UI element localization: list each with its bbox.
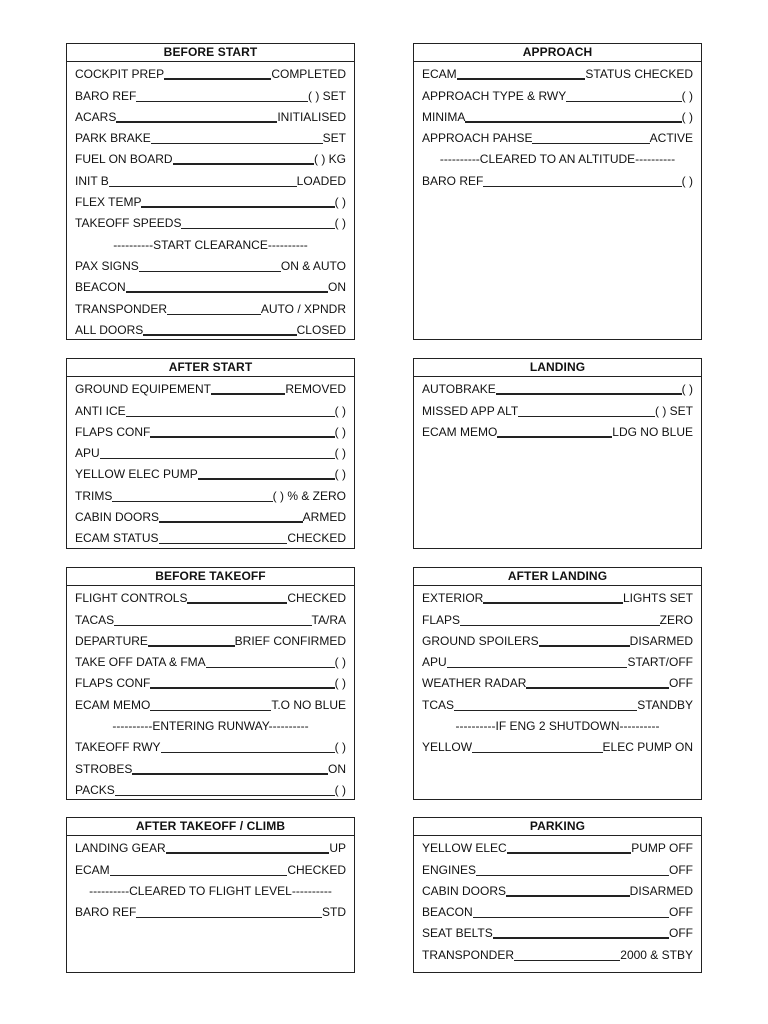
leader-line: [139, 271, 281, 272]
item-label: BEACON: [422, 905, 473, 920]
item-label: FUEL ON BOARD: [75, 152, 173, 167]
leader-line: [148, 645, 235, 647]
item-label: TAKEOFF SPEEDS: [75, 216, 182, 231]
item-value: ( ): [681, 382, 693, 397]
item-value: ON & AUTO: [280, 258, 346, 273]
item-value: ( ) % & ZERO: [272, 488, 346, 503]
item-label: ALL DOORS: [75, 322, 144, 337]
leader-line: [493, 937, 669, 939]
item-label: FLAPS CONF: [75, 676, 151, 691]
leader-line: [465, 121, 681, 123]
checklist-rows: [67, 377, 354, 548]
item-label: BEACON: [75, 280, 126, 295]
leader-line: [496, 393, 682, 395]
item-label: COCKPIT PREP: [75, 67, 165, 82]
item-value: STATUS CHECKED: [585, 67, 693, 82]
leader-line: [518, 416, 655, 417]
checklist-item: [75, 421, 346, 442]
item-label: FLEX TEMP: [75, 195, 142, 210]
leader-line: [159, 521, 303, 523]
item-value: ZERO: [659, 612, 693, 627]
checklist-item: [75, 608, 346, 629]
item-value: ( ): [334, 467, 346, 482]
item-label: MISSED APP ALT: [422, 403, 519, 418]
leader-line: [164, 78, 271, 80]
item-value: ( ): [334, 195, 346, 210]
leader-line: [532, 143, 649, 144]
checklist-rows: [414, 836, 701, 965]
item-value: CHECKED: [287, 591, 346, 606]
leader-line: [566, 101, 681, 102]
item-value: BRIEF CONFIRMED: [234, 633, 346, 648]
item-value: ( ): [334, 782, 346, 797]
leader-line: [211, 393, 285, 395]
item-label: CABIN DOORS: [75, 510, 160, 525]
checklist-item: [75, 319, 346, 340]
item-label: ECAM MEMO: [75, 697, 151, 712]
checklist-item: [422, 736, 693, 757]
checklist-item: [75, 651, 346, 672]
leader-line: [457, 78, 586, 80]
leader-line: [151, 143, 323, 144]
item-label: PACKS: [75, 782, 115, 797]
section-separator: [75, 233, 346, 254]
item-label: YELLOW ELEC PUMP: [75, 467, 198, 482]
checklist-item: [75, 693, 346, 714]
parking-card: [413, 817, 702, 973]
item-value: SET: [322, 131, 346, 146]
item-label: INIT B: [75, 173, 109, 188]
leader-line: [181, 228, 334, 229]
separator-text: ----------ENTERING RUNWAY----------: [112, 719, 309, 734]
checklist-rows: [414, 586, 701, 757]
section-separator: [422, 715, 693, 736]
before-start-card: [66, 43, 355, 340]
item-value: OFF: [669, 676, 693, 691]
leader-line: [506, 895, 630, 897]
checklist-item: [422, 399, 693, 420]
item-value: ( ): [334, 216, 346, 231]
checklist-item: [75, 463, 346, 484]
separator-text: ----------IF ENG 2 SHUTDOWN----------: [455, 719, 660, 734]
item-label: TRIMS: [75, 488, 113, 503]
item-label: ECAM: [422, 67, 457, 82]
leader-line: [143, 334, 296, 336]
leader-line: [447, 667, 628, 668]
item-value: LIGHTS SET: [622, 591, 693, 606]
item-value: ARMED: [302, 510, 346, 525]
checklist-item: [75, 106, 346, 127]
item-value: ( ) SET: [308, 88, 346, 103]
leader-line: [109, 186, 297, 187]
before-takeoff-card: [66, 567, 355, 800]
item-label: WEATHER RADAR: [422, 676, 527, 691]
checklist-item: [75, 858, 346, 879]
checklist-item: [75, 378, 346, 399]
item-label: TAKEOFF RWY: [75, 740, 161, 755]
checklist-item: [75, 672, 346, 693]
item-value: ELEC PUMP ON: [602, 740, 693, 755]
item-value: ( ): [334, 740, 346, 755]
item-value: DISARMED: [629, 883, 693, 898]
item-label: ECAM MEMO: [422, 424, 498, 439]
leader-line: [150, 710, 271, 711]
checklist-item: [422, 169, 693, 190]
checklist-item: [422, 421, 693, 442]
item-value: LDG NO BLUE: [612, 424, 693, 439]
leader-line: [100, 458, 335, 459]
item-label: GROUND EQUIPEMENT: [75, 382, 212, 397]
landing-card: [413, 358, 702, 549]
item-label: APU: [75, 446, 100, 461]
item-value: STANDBY: [637, 697, 693, 712]
approach-card: [413, 43, 702, 340]
leader-line: [136, 917, 322, 918]
checklist-item: [422, 608, 693, 629]
item-value: START/OFF: [627, 655, 693, 670]
item-value: 2000 & STBY: [620, 947, 693, 962]
separator-text: ----------CLEARED TO AN ALTITUDE----------: [439, 152, 676, 167]
item-value: REMOVED: [285, 382, 346, 397]
item-value: TA/RA: [311, 612, 346, 627]
item-label: DEPARTURE: [75, 633, 148, 648]
checklist-item: [422, 880, 693, 901]
item-value: CHECKED: [287, 531, 346, 546]
item-value: ( ) KG: [314, 152, 346, 167]
checklist-item: [75, 901, 346, 922]
item-value: ( ): [334, 424, 346, 439]
card-title: LANDING: [414, 359, 701, 377]
item-label: AUTOBRAKE: [422, 382, 496, 397]
checklist-item: [422, 858, 693, 879]
item-value: ( ): [334, 676, 346, 691]
checklist-item: [422, 378, 693, 399]
item-value: ( ): [334, 655, 346, 670]
item-label: PARK BRAKE: [75, 131, 151, 146]
leader-line: [150, 687, 334, 689]
card-title: AFTER START: [67, 359, 354, 377]
checklist-item: [422, 106, 693, 127]
checklist-rows: [414, 377, 701, 442]
leader-line: [476, 875, 669, 876]
item-value: ( ): [681, 88, 693, 103]
item-label: FLAPS: [422, 612, 461, 627]
item-value: LOADED: [296, 173, 346, 188]
item-value: ON: [328, 761, 346, 776]
card-title: BEFORE TAKEOFF: [67, 568, 354, 586]
item-value: ( ): [681, 109, 693, 124]
item-label: EXTERIOR: [422, 591, 484, 606]
leader-line: [126, 416, 335, 417]
leader-line: [159, 543, 288, 544]
item-value: ON: [328, 280, 346, 295]
item-value: ( ): [334, 403, 346, 418]
leader-line: [539, 645, 630, 647]
checklist-item: [75, 506, 346, 527]
leader-line: [472, 752, 603, 753]
item-value: OFF: [669, 926, 693, 941]
item-label: STROBES: [75, 761, 133, 776]
leader-line: [126, 291, 328, 293]
leader-line: [150, 436, 334, 438]
item-value: AUTO / XPNDR: [260, 301, 346, 316]
checklist-item: [422, 651, 693, 672]
item-label: BARO REF: [75, 905, 137, 920]
checklist-item: [422, 84, 693, 105]
item-value: T.O NO BLUE: [271, 697, 346, 712]
separator-text: ----------START CLEARANCE----------: [113, 237, 308, 252]
item-label: BARO REF: [422, 173, 484, 188]
item-value: ( ): [334, 446, 346, 461]
leader-line: [114, 625, 311, 626]
item-value: CHECKED: [287, 862, 346, 877]
item-label: ECAM STATUS: [75, 531, 159, 546]
leader-line: [507, 852, 632, 854]
item-label: TACAS: [75, 612, 115, 627]
leader-line: [141, 206, 334, 208]
item-value: CLOSED: [296, 322, 346, 337]
separator-text: ----------CLEARED TO FLIGHT LEVEL----------: [89, 883, 332, 898]
checklist-item: [75, 399, 346, 420]
checklist-item: [75, 442, 346, 463]
leader-line: [497, 436, 612, 438]
leader-line: [454, 710, 637, 711]
after-start-card: [66, 358, 355, 549]
card-title: BEFORE START: [67, 44, 354, 62]
checklist-item: [75, 757, 346, 778]
item-label: YELLOW ELEC: [422, 841, 507, 856]
card-title: APPROACH: [414, 44, 701, 62]
item-label: ACARS: [75, 109, 117, 124]
checklist-rows: [67, 836, 354, 922]
card-title: AFTER TAKEOFF / CLIMB: [67, 818, 354, 836]
item-label: TAKE OFF DATA & FMA: [75, 655, 206, 670]
checklist-item: [422, 922, 693, 943]
item-label: BARO REF: [75, 88, 137, 103]
checklist-item: [75, 837, 346, 858]
checklist-item: [75, 484, 346, 505]
item-value: STD: [322, 905, 346, 920]
item-label: TRANSPONDER: [75, 301, 168, 316]
checklist-item: [75, 212, 346, 233]
leader-line: [132, 773, 328, 775]
section-separator: [75, 880, 346, 901]
checklist-item: [422, 837, 693, 858]
checklist-item: [75, 297, 346, 318]
leader-line: [187, 602, 287, 604]
leader-line: [115, 795, 335, 796]
checklist-item: [75, 630, 346, 651]
checklist-item: [75, 127, 346, 148]
item-value: COMPLETED: [271, 67, 346, 82]
section-separator: [75, 715, 346, 736]
item-value: INITIALISED: [277, 109, 346, 124]
checklist-item: [75, 736, 346, 757]
checklist-item: [75, 276, 346, 297]
checklist-rows: [67, 586, 354, 800]
item-label: GROUND SPOILERS: [422, 633, 539, 648]
item-value: ( ): [681, 173, 693, 188]
item-value: DISARMED: [629, 633, 693, 648]
leader-line: [198, 478, 335, 480]
item-label: APU: [422, 655, 447, 670]
leader-line: [173, 163, 314, 165]
item-label: CABIN DOORS: [422, 883, 507, 898]
checklist-item: [422, 943, 693, 964]
card-title: AFTER LANDING: [414, 568, 701, 586]
leader-line: [483, 186, 681, 187]
checklist-item: [75, 587, 346, 608]
item-label: ANTI ICE: [75, 403, 126, 418]
item-value: OFF: [669, 905, 693, 920]
item-value: ACTIVE: [649, 131, 693, 146]
item-label: APPROACH PAHSE: [422, 131, 533, 146]
leader-line: [526, 687, 669, 689]
item-label: SEAT BELTS: [422, 926, 493, 941]
after-landing-card: [413, 567, 702, 800]
checklist-item: [75, 527, 346, 548]
item-label: LANDING GEAR: [75, 841, 166, 856]
item-value: ( ) SET: [655, 403, 693, 418]
item-label: TCAS: [422, 697, 455, 712]
item-label: ENGINES: [422, 862, 477, 877]
item-label: YELLOW: [422, 740, 473, 755]
leader-line: [116, 121, 277, 123]
item-label: TRANSPONDER: [422, 947, 515, 962]
leader-line: [483, 602, 623, 604]
checklist-item: [422, 127, 693, 148]
leader-line: [166, 852, 330, 854]
item-value: UP: [329, 841, 346, 856]
checklist-item: [75, 84, 346, 105]
leader-line: [460, 625, 660, 626]
item-label: MINIMA: [422, 109, 466, 124]
item-label: FLAPS CONF: [75, 424, 151, 439]
checklist-item: [75, 148, 346, 169]
checklist-item: [422, 693, 693, 714]
leader-line: [473, 917, 669, 918]
item-label: FLIGHT CONTROLS: [75, 591, 188, 606]
checklist-item: [422, 672, 693, 693]
section-separator: [422, 148, 693, 169]
leader-line: [112, 501, 272, 502]
item-value: PUMP OFF: [631, 841, 693, 856]
leader-line: [206, 667, 335, 668]
checklist-item: [422, 901, 693, 922]
checklist-item: [422, 587, 693, 608]
checklist-item: [75, 191, 346, 212]
after-takeoff-climb-card: [66, 817, 355, 973]
checklist-item: [75, 255, 346, 276]
leader-line: [110, 875, 288, 876]
leader-line: [161, 752, 335, 753]
leader-line: [514, 960, 620, 961]
checklist-item: [422, 630, 693, 651]
checklist-item: [75, 779, 346, 800]
checklist-rows: [67, 62, 354, 340]
checklist-item: [422, 63, 693, 84]
item-value: OFF: [669, 862, 693, 877]
item-label: PAX SIGNS: [75, 258, 139, 273]
checklist-rows: [414, 62, 701, 191]
item-label: ECAM: [75, 862, 110, 877]
checklist-item: [75, 63, 346, 84]
leader-line: [136, 101, 308, 102]
leader-line: [167, 314, 261, 315]
checklist-item: [75, 169, 346, 190]
item-label: APPROACH TYPE & RWY: [422, 88, 567, 103]
card-title: PARKING: [414, 818, 701, 836]
